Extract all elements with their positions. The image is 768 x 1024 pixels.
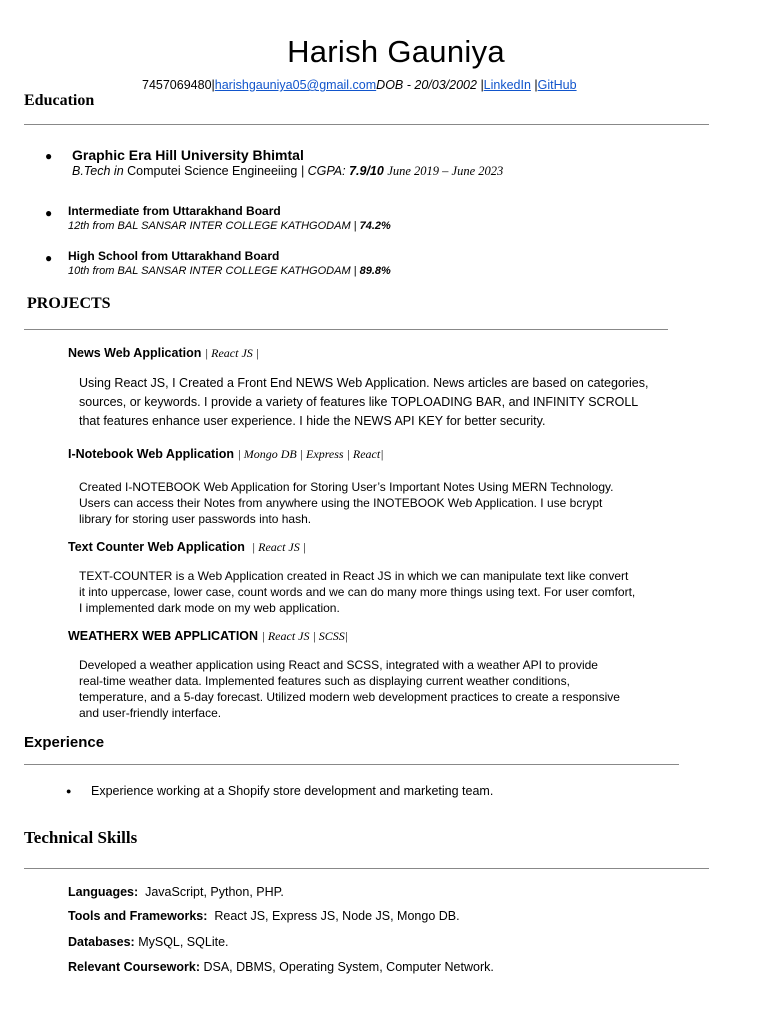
- skill-languages: Languages: JavaScript, Python, PHP.: [68, 885, 284, 899]
- projects-heading: PROJECTS: [27, 295, 111, 312]
- university-name: Graphic Era Hill University Bhimtal: [72, 147, 304, 163]
- skill-databases: Databases: MySQL, SQLite.: [68, 935, 229, 949]
- intermediate-school: 12th from BAL SANSAR INTER COLLEGE KATHGODAM |: [68, 220, 357, 232]
- project-description: Using React JS, I Created a Front End NEWS Web Application. News articles are based on categories, sources, or keywords. I provide a variety of features like TOPLOADING BAR, and INFINITY SCROLL that features enhance user experience. I hide the NEWS API KEY for better security.: [79, 376, 649, 428]
- intermediate-title: Intermediate from Uttarakhand Board: [68, 204, 281, 218]
- cgpa-value: 7.9/10: [349, 164, 384, 178]
- skill-coursework: Relevant Coursework: DSA, DBMS, Operating System, Computer Network.: [68, 960, 494, 974]
- project-description: TEXT-COUNTER is a Web Application created in React JS in which we can manipulate text like convert it into uppercase, lower case, count words and we can do many more things using text. For user comfort, I implemented dark mode on my web application.: [79, 569, 636, 615]
- project-description: Developed a weather application using React and SCSS, integrated with a weather API to provide real-time weather data. Implemented features such as displaying current weather conditions, temperature, and a 5-day forecast. Utilized modern web development practices to create a responsive and user-friendly interface.: [79, 658, 620, 720]
- contact-line: 7457069480|harishgauniya05@gmail.comDOB - 20/03/2002 |LinkedIn |GitHub: [142, 78, 577, 92]
- intermediate-score: 74.2%: [359, 220, 391, 232]
- bullet-icon: ●: [45, 149, 53, 163]
- skill-tools: Tools and Frameworks: React JS, Express JS, Node JS, Mongo DB.: [68, 909, 460, 923]
- project-tech: | Mongo DB | Express | React|: [237, 447, 384, 461]
- education-heading: Education: [24, 92, 95, 109]
- skills-divider: [24, 868, 709, 869]
- experience-divider: [24, 764, 679, 765]
- project-description: Created I-NOTEBOOK Web Application for Storing User’s Important Notes Using MERN Technology. Users can access their Notes from anywhere using the INOTEBOOK Web Application. I use bcrypt library for storing user passwords into hash.: [79, 480, 614, 526]
- degree-prefix: B.Tech in: [72, 164, 124, 178]
- bullet-icon: ●: [45, 206, 53, 220]
- intermediate-detail: [68, 220, 391, 232]
- bullet-icon: ●: [45, 251, 53, 265]
- high-school-score: 89.8%: [359, 265, 391, 277]
- project-title: WEATHERX WEB APPLICATION | React JS | SCSS|: [68, 629, 349, 643]
- degree-name: Computei Science Engineeiing: [127, 164, 298, 178]
- experience-heading: Experience: [24, 734, 105, 751]
- study-dates: June 2019 – June 2023: [387, 164, 504, 178]
- high-school-detail: [68, 265, 391, 277]
- dob-text: DOB - 20/03/2002: [376, 78, 477, 92]
- project-title: News Web Application | React JS |: [68, 346, 260, 360]
- project-tech: | React JS | SCSS|: [261, 629, 349, 643]
- experience-item: Experience working at a Shopify store development and marketing team.: [91, 784, 494, 798]
- project-tech: | React JS |: [251, 540, 307, 554]
- high-school-name: 10th from BAL SANSAR INTER COLLEGE KATHGODAM |: [68, 265, 357, 277]
- project-tech: | React JS |: [204, 346, 260, 360]
- linkedin-link[interactable]: LinkedIn: [483, 78, 531, 92]
- resume-name: Harish Gauniya: [287, 34, 505, 69]
- skills-heading: Technical Skills: [24, 828, 138, 847]
- bullet-icon: ●: [66, 786, 72, 796]
- degree-line: [72, 164, 503, 179]
- project-title: I-Notebook Web Application | Mongo DB | Express | React|: [68, 447, 384, 461]
- projects-divider: [24, 329, 668, 330]
- high-school-title: High School from Uttarakhand Board: [68, 249, 280, 263]
- phone-number: 7457069480: [142, 78, 212, 92]
- email-link[interactable]: harishgauniya05@gmail.com: [214, 78, 377, 92]
- cgpa-label: | CGPA:: [300, 164, 346, 178]
- github-link[interactable]: GitHub: [537, 78, 577, 92]
- project-title: Text Counter Web Application | React JS |: [68, 540, 307, 554]
- education-divider: [24, 124, 709, 125]
